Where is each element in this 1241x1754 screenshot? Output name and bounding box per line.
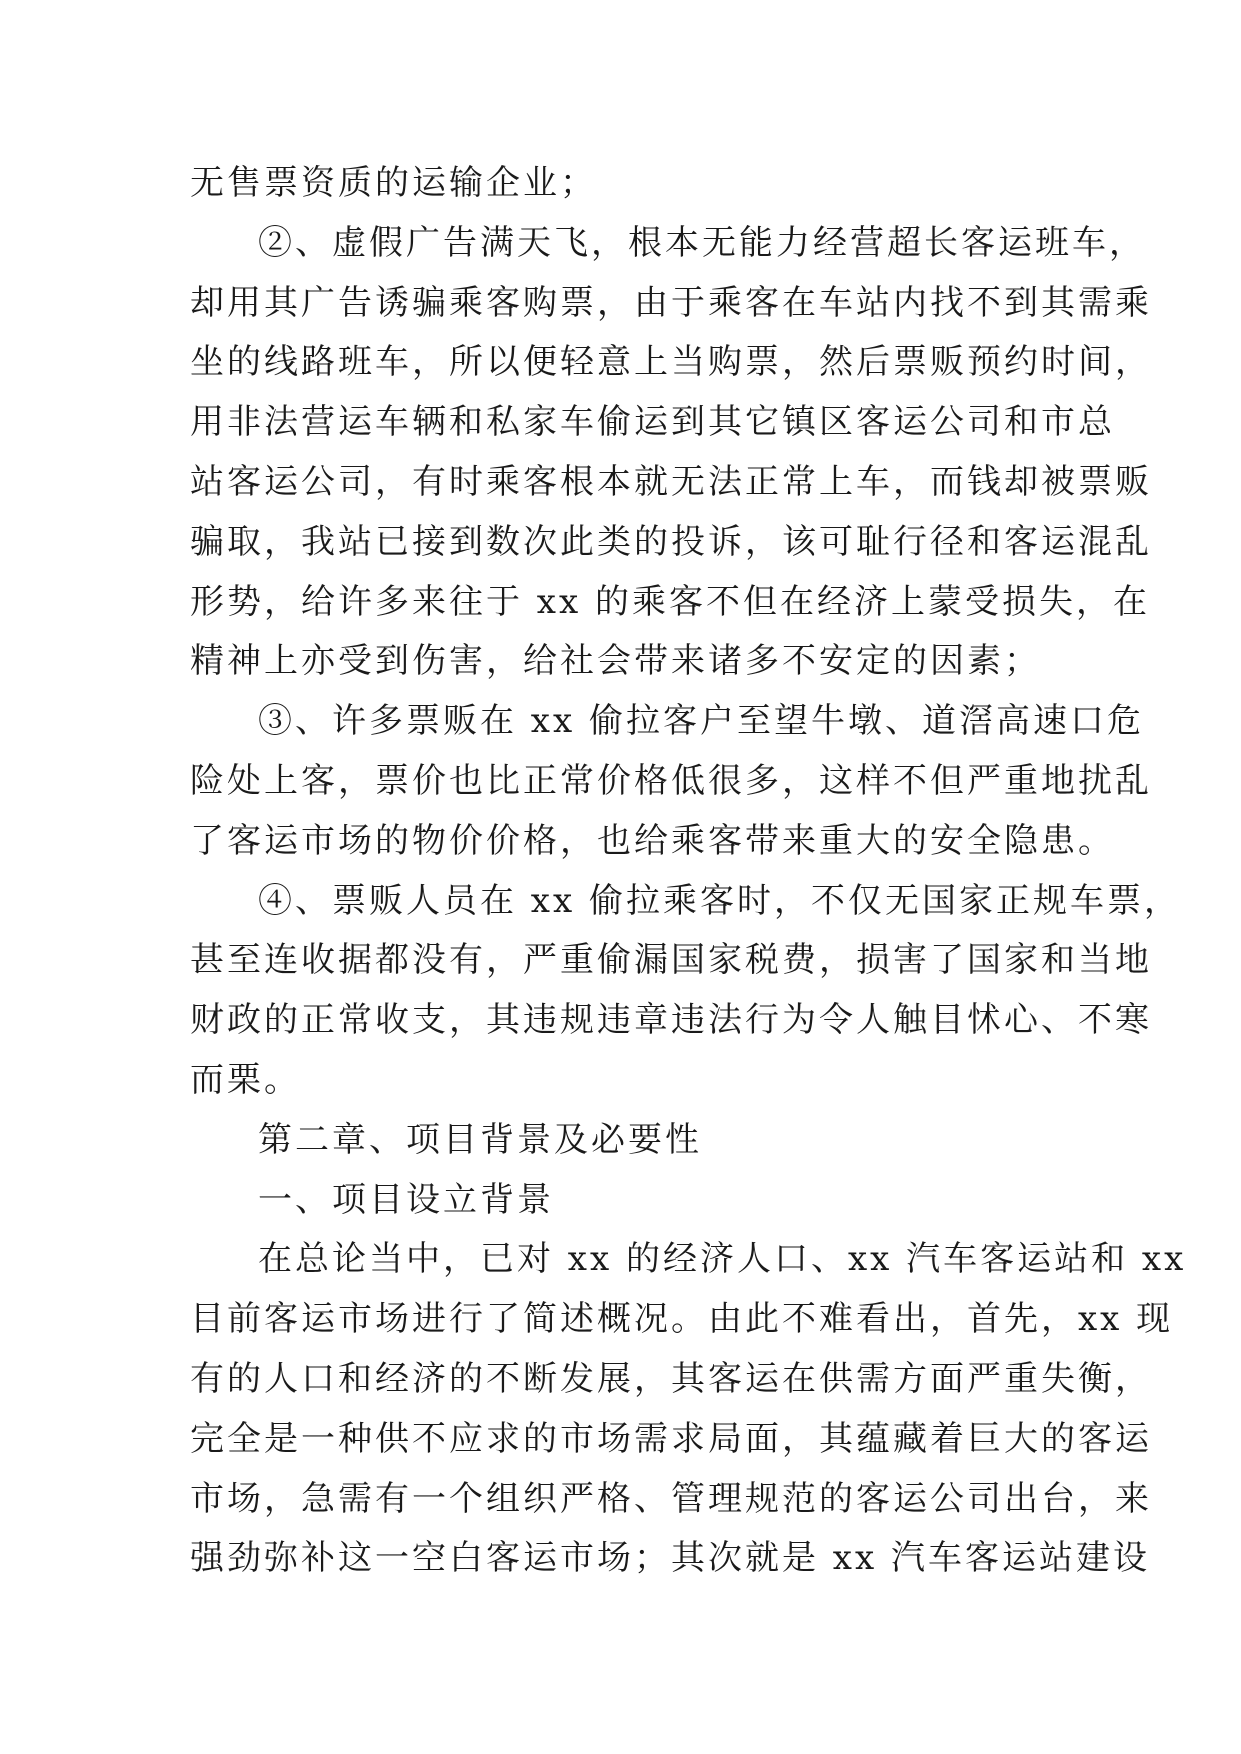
text-line: ②、虚假广告满天飞，根本无能力经营超长客运班车， [258, 222, 1146, 263]
text-line: 财政的正常收支，其违规违章违法行为令人触目怵心、不寒 [190, 1000, 1152, 1041]
document-body [190, 154, 1187, 1589]
text-line: 骗取，我站已接到数次此类的投诉，该可耻行径和客运混乱 [190, 521, 1152, 562]
text-line: 精神上亦受到伤害，给社会带来诸多不安定的因素； [190, 641, 1041, 682]
text-line: 市场，急需有一个组织严格、管理规范的客运公司出台，来 [190, 1478, 1152, 1519]
text-line: 目前客运市场进行了简述概况。由此不难看出，首先，xx 现 [190, 1299, 1174, 1340]
text-line: 第二章、项目背景及必要性 [258, 1119, 702, 1160]
text-line: 完全是一种供不应求的市场需求局面，其蕴藏着巨大的客运 [190, 1418, 1152, 1459]
text-line: 甚至连收据都没有，严重偷漏国家税费，损害了国家和当地 [190, 940, 1152, 981]
text-line: 一、项目设立背景 [258, 1179, 554, 1220]
text-line: 形势，给许多来往于 xx 的乘客不但在经济上蒙受损失，在 [190, 581, 1150, 622]
text-line: ③、许多票贩在 xx 偷拉客户至望牛墩、道滘高速口危 [258, 701, 1144, 742]
text-line: 险处上客，票价也比正常价格低很多，这样不但严重地扰乱 [190, 760, 1152, 801]
text-line: ④、票贩人员在 xx 偷拉乘客时，不仅无国家正规车票， [258, 880, 1181, 921]
text-line: 无售票资质的运输企业； [190, 163, 597, 203]
text-line: 在总论当中，已对 xx 的经济人口、xx 汽车客运站和 xx [258, 1239, 1187, 1280]
text-line: 而栗。 [190, 1059, 301, 1100]
text-line: 用非法营运车辆和私家车偷运到其它镇区客运公司和市总 [190, 402, 1115, 443]
text-line: 有的人口和经济的不断发展，其客运在供需方面严重失衡， [190, 1358, 1152, 1399]
text-line: 却用其广告诱骗乘客购票，由于乘客在车站内找不到其需乘 [190, 282, 1152, 323]
text-line: 站客运公司，有时乘客根本就无法正常上车，而钱却被票贩 [190, 461, 1152, 502]
text-line: 坐的线路班车，所以便轻意上当购票，然后票贩预约时间， [190, 342, 1152, 383]
text-line: 强劲弥补这一空白客运市场；其次就是 xx 汽车客运站建设 [190, 1538, 1150, 1579]
text-line: 了客运市场的物价价格，也给乘客带来重大的安全隐患。 [190, 820, 1115, 861]
